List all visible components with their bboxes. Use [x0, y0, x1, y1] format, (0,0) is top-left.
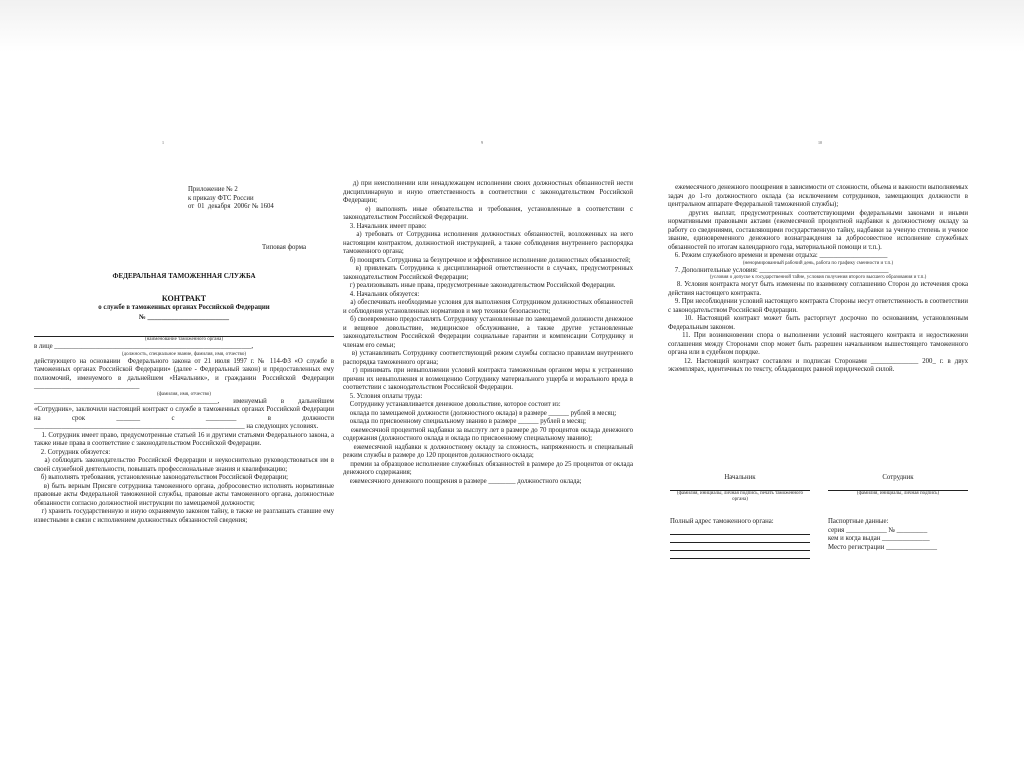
paragraph: а) соблюдать законодательство Российской Федерации и неукоснительно руководствоваться им в своей служебной деятельности, повышать профессиональные знания и квалификацию;	[34, 457, 336, 473]
paragraph: в) быть верным Присяге сотрудника таможенного органа, добросовестно исполнять нормативные правовые акты Федеральной таможенной службы, правовые акты таможенного органа, должностные обязанности согласно должностной инструкции по замещаемой должности;	[34, 482, 336, 507]
header-line: Приложение № 2	[188, 186, 238, 193]
passport-series: серия ____________ № _________	[828, 526, 928, 534]
page-text: 8. Условия контракта могут быть изменены по взаимному соглашению Сторон до истечения срока действия настоящего контракта. 9. При несоблюдении условий настоящего контракта Стороны несут ответственность в соответствии с законодательством Российской Федерации. 10. Настоящий контракт может быть расторгнут досрочно по основаниям, установленным Федеральным законом. 11. При возникновении спора о выполнении условий настоящего контракта и недостижении соглашения между Сторонами спор может быть разрешен начальником вышестоящего таможенного органа или в судебном порядке. 12. Настоящий контракт составлен и подписан Сторонами ______________ 200_ г. в двух экземплярах, идентичных по тексту, обладающих равной юридической силой.	[668, 281, 969, 373]
signature-block	[668, 474, 968, 594]
employee-label: Сотрудник	[882, 474, 914, 481]
signature-line	[828, 483, 968, 491]
document-page-3	[668, 140, 969, 648]
top-bar	[0, 0, 1024, 52]
field-note: (наименование таможенного органа)	[144, 337, 224, 342]
boss-signature	[670, 474, 810, 503]
paragraph: 7. Дополнительные условия: ______________________________________	[668, 266, 889, 274]
paragraph: ______________________________________________________, именуемый в дальнейшем «Сотрудник», заключили настоящий контракт о службе в таможенных органах Российской Федерации на срок _______ с _________ в должности ______________________________________________________________ на следующих условиях.	[34, 397, 336, 430]
address-block	[670, 518, 810, 559]
document-page-1	[34, 140, 336, 648]
document-subtitle: о службе в таможенных органах Российской Федерации	[98, 304, 270, 311]
passport-registration: Место регистрации _______________	[828, 543, 938, 551]
document-title: КОНТРАКТ	[161, 294, 207, 303]
employee-signature	[828, 474, 968, 497]
fill-line	[670, 551, 810, 559]
signature-line	[670, 483, 810, 491]
organization-title: ФЕДЕРАЛЬНАЯ ТАМОЖЕННАЯ СЛУЖБА	[112, 272, 256, 280]
boss-label: Начальник	[724, 474, 756, 481]
contract-body	[34, 328, 334, 525]
fill-line	[670, 535, 810, 543]
field-note: (фамилия, инициалы, личная подпись, печать таможенного органа)	[677, 490, 803, 502]
field-note: (условия о допуске к государственной тайне, условия получения второго высшего образования и т.п.)	[709, 275, 927, 280]
fill-line	[670, 527, 810, 535]
address-label: Полный адрес таможенного органа:	[670, 518, 774, 525]
page-number: 10	[818, 140, 822, 145]
fill-line	[34, 330, 334, 337]
in-person-line: в лице __________________________________________________________,	[34, 343, 254, 350]
field-note: (должность, специальное звание, фамилия, имя, отчество)	[121, 351, 247, 357]
field-note: (ненормированный рабочий день, работа по графику сменности и т.п.)	[742, 260, 894, 266]
field-note: (фамилия, имя, отчество)	[157, 391, 211, 397]
page-number: 9	[481, 140, 483, 145]
paragraph: б) выполнять требования, установленные законодательством Российской Федерации;	[34, 474, 289, 481]
document-page-2	[343, 140, 643, 648]
paragraph: г) хранить государственную и иную охраняемую законом тайну, в также не разглашать ставшие ему известными в связи с исполнением должностных обязанностей сведения;	[34, 508, 336, 524]
header-line: к приказу ФТС России	[188, 194, 254, 202]
paragraph: 2. Сотрудник обязуется:	[34, 448, 111, 456]
page-text: д) при неисполнении или ненадлежащем исполнении своих должностных обязанностей нести дисциплинарную и иную ответственность в соответствии с законодательством Российской Федерации; е) выполнять иные обязательства и требования, установленные в соответствии с законодательством Российской Федерации. 3. Начальник имеет право: а) требовать от Сотрудника исполнения должностных обязанностей, возложенных на него настоящим контрактом, должностной инструкцией, а также соблюдения внутреннего распорядка таможенного органа; б) поощрять Сотрудника за безупречное и эффективное исполнение должностных обязанностей; в) привлекать Сотрудника к дисциплинарной ответственности в случаях, предусмотренных законодательством Российской Федерации; г) реализовывать иные права, предусмотренные законодательством Российской Федерации. 4. Начальник обязуется: а) обеспечивать необходимые условия для выполнения Сотрудником должностных обязанностей и соблюдения установленных нормативов и мер техники безопасности; б) своевременно предоставлять Сотруднику установленные по замещаемой должности денежное и вещевое довольствие, медицинское обслуживание, а также другие установленные законодательством Российской Федерации социальные гарантии и компенсации Сотруднику и членам его семьи; в) устанавливать Сотруднику соответствующий режим службы согласно правилам внутреннего распорядка таможенного органа; г) принимать при невыполнении условий контракта таможенным органом меры к устранению причин их невыполнения и возмещению Сотруднику материального ущерба и морального вреда в соответствии с законодательством Российской Федерации. 5. Условия оплаты труда: Сотруднику устанавливается денежное довольствие, которое состоит из: оклада по замещаемой должности (должностного оклада) в размере ______ рублей в месяц; оклада по присвоенному специальному званию в размере ______ рублей в месяц; ежемесячной процентной надбавки за выслугу лет в размере до 70 процентов оклада денежного содержания (должностного оклада и оклада по присвоенному специальному званию); ежемесячной надбавки к должностному окладу за сложность, напряженность и специальный режим службы в размере до 120 процентов должностного оклада; премии за образцовое исполнение служебных обязанностей в размере до 25 процентов от оклада денежного содержания; ежемесячного денежного поощрения в размере ________ должностного оклада;	[343, 180, 634, 485]
page-number: 1	[162, 140, 164, 145]
paragraph: действующего на основании Федерального закона от 21 июля 1997 г. № 114-ФЗ «О службе в таможенных органах Российской Федерации» (далее - Федеральный закон) и предоставленных ему полномочий, именуемого в дальнейшем «Начальник», и гражданин Российской Федерации _______________________________	[34, 357, 336, 390]
page-text: ежемесячного денежного поощрения в зависимости от сложности, объема и важности выполняемых задач до 1-го должностного оклада (за исключением сотрудников, замещающих должности в центральном аппарате Федеральной таможенной службы); других выплат, предусмотренных соответствующими федеральными законами и иными нормативными правовыми актами (ежемесячной процентной надбавки к должностному окладу за работу со сведениями, составляющими государственную тайну, надбавки за ученую степень и ученое звание, единовременного денежного вознаграждения за добросовестное исполнение служебных обязанностей по итогам календарного года, материальной помощи и т.п.). 6. Режим служебного времени и времени отдыха: ____________________	[668, 184, 969, 259]
contract-number: № ________________________	[138, 314, 230, 321]
fill-line	[670, 543, 810, 551]
passport-label: Паспортные данные:	[828, 518, 889, 525]
appendix-header	[188, 186, 328, 212]
passport-block	[828, 518, 968, 552]
paragraph: 1. Сотрудник имеет право, предусмотренные статьей 16 и другими статьями Федерального закона, а также иные права в соответствие с законодательством Российской Федерации.	[34, 431, 336, 447]
form-type-label: Типовая форма	[262, 244, 306, 251]
field-note: (фамилия, инициалы, личная подпись)	[856, 490, 940, 496]
passport-issued: кем и когда выдан ______________	[828, 535, 930, 542]
header-line: от 01 декабря 2006г № 1604	[188, 203, 274, 210]
